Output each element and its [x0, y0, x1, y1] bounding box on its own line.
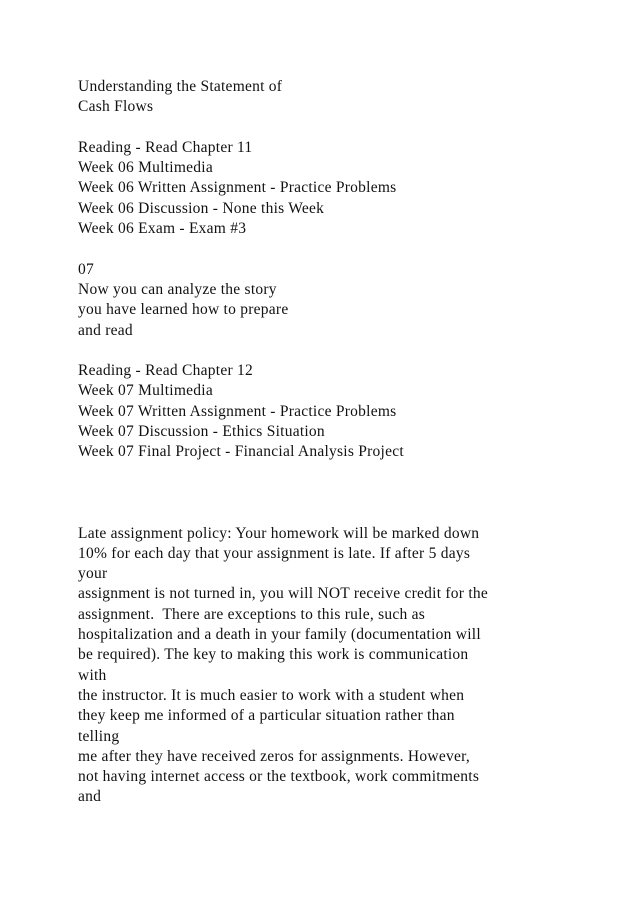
- week07-heading-line-3: and read: [78, 321, 133, 339]
- spacer: [78, 503, 618, 523]
- late-policy-line: telling: [78, 727, 120, 745]
- week07-number: 07: [78, 260, 94, 278]
- week07-item-reading: Reading - Read Chapter 12: [78, 362, 253, 380]
- week07-heading-line-1: Now you can analyze the story: [78, 280, 277, 298]
- week06-item-exam: Week 06 Exam - Exam #3: [78, 220, 247, 238]
- week07-heading-line-2: you have learned how to prepare: [78, 301, 289, 319]
- late-policy-line: hospitalization and a death in your family (documentation will: [78, 626, 481, 644]
- late-policy-line: the instructor. It is much easier to work with a student when: [78, 686, 465, 704]
- late-policy-line: they keep me informed of a particular situation rather than: [78, 707, 455, 725]
- late-policy-line: not having internet access or the textbook, work commitments: [78, 768, 480, 786]
- spacer: [78, 239, 618, 259]
- document-body: [78, 77, 618, 808]
- late-policy-line: assignment. There are exceptions to this rule, such as: [78, 605, 426, 623]
- late-policy-line: your: [78, 565, 108, 583]
- late-policy-line: assignment is not turned in, you will NOT receive credit for the: [78, 585, 489, 603]
- section-title-line-2: Cash Flows: [78, 98, 154, 116]
- spacer: [78, 118, 618, 138]
- week06-item-written-assignment: Week 06 Written Assignment - Practice Problems: [78, 179, 397, 197]
- late-policy-line: and: [78, 788, 102, 806]
- week06-item-reading: Reading - Read Chapter 11: [78, 138, 253, 156]
- week06-item-discussion: Week 06 Discussion - None this Week: [78, 199, 325, 217]
- late-policy-line: 10% for each day that your assignment is late. If after 5 days: [78, 544, 471, 562]
- spacer: [78, 341, 618, 361]
- spacer: [78, 463, 618, 483]
- section-title-line-1: Understanding the Statement of: [78, 78, 283, 95]
- week06-item-multimedia: Week 06 Multimedia: [78, 159, 213, 177]
- week07-item-final-project: Week 07 Final Project - Financial Analysis Project: [78, 443, 404, 461]
- late-policy-line: me after they have received zeros for assignments. However,: [78, 747, 470, 765]
- spacer: [78, 483, 618, 503]
- week07-item-written-assignment: Week 07 Written Assignment - Practice Problems: [78, 402, 397, 420]
- late-policy-line: Late assignment policy: Your homework will be marked down: [78, 524, 480, 542]
- late-policy-line: be required). The key to making this work is communication: [78, 646, 469, 664]
- week07-item-multimedia: Week 07 Multimedia: [78, 382, 213, 400]
- week07-item-discussion: Week 07 Discussion - Ethics Situation: [78, 423, 325, 441]
- late-policy-line: with: [78, 666, 107, 684]
